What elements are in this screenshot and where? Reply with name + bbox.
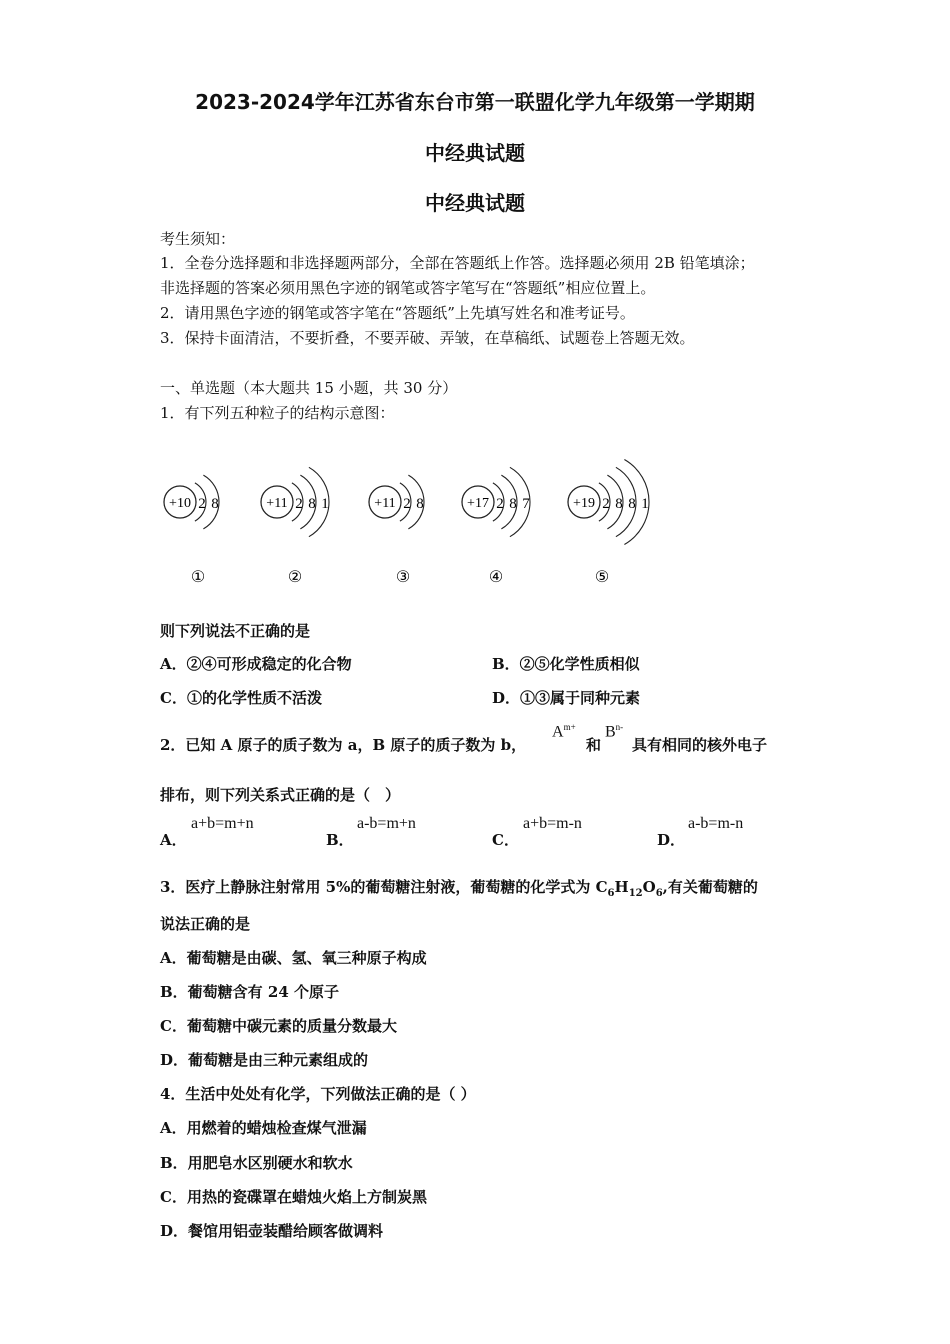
question-3-stem-cont: 说法正确的是 [160,915,251,933]
q3-option-a[interactable]: A．葡萄糖是由碳、氢、氧三种原子构成 [160,949,427,967]
notice-line: 1．全卷分选择题和非选择题两部分，全部在答题纸上作答。选择题必须用 2B 铅笔填涂； [160,254,755,272]
nucleus-charge: +11 [374,496,396,511]
atom-diagram-3 [369,475,424,586]
shell-electron-count: 8 [211,496,219,512]
shell-electron-count: 8 [308,496,316,512]
shell-electron-count: 7 [522,496,530,512]
atom-diagram-2 [261,467,329,586]
shell-electron-count: 2 [602,496,610,512]
notice-line: 2．请用黑色字迹的钢笔或答字笔在“答题纸”上先填写姓名和准考证号。 [160,304,635,322]
nucleus-charge: +19 [573,496,595,511]
shell-electron-count: 2 [198,496,206,512]
exam-title-line3: 中经典试题 [425,191,525,215]
q3-option-b[interactable]: B．葡萄糖含有 24 个原子 [160,983,339,1001]
notice-line: 非选择题的答案必须用黑色字迹的钢笔或答字笔写在“答题纸”相应位置上。 [160,279,656,297]
nucleus-charge: +17 [467,496,489,511]
question-2-stem-cont: 排布，则下列关系式正确的是（ ） [160,786,401,804]
option-letter: D． [657,831,686,849]
option-expression: a-b=m-n [688,815,744,832]
question-1-stem: 1．有下列五种粒子的结构示意图： [160,404,395,422]
q1-option-b[interactable]: B．②⑤化学性质相似 [492,655,640,673]
q3-option-d[interactable]: D．葡萄糖是由三种元素组成的 [160,1051,369,1069]
nucleus-charge: +10 [169,496,191,511]
question-3-stem: 3．医疗上静脉注射常用 5%的葡萄糖注射液，葡萄糖的化学式为 $C_6H_{12}O_6$,有关葡萄糖的 [160,878,758,899]
option-letter: B． [326,831,354,849]
option-expression: a+b=m-n [523,815,582,832]
option-expression: a-b=m+n [357,815,416,832]
shell-electron-count: 2 [295,496,303,512]
shell-electron-count: 2 [403,496,411,512]
option-letter: C． [492,831,519,849]
atom-diagram-4 [462,467,530,586]
section-heading: 一、单选题（本大题共 15 小题，共 30 分） [160,379,458,397]
exam-title-line2: 中经典试题 [425,141,525,165]
atom-label: ① [190,569,206,586]
q4-option-a[interactable]: A．用燃着的蜡烛检查煤气泄漏 [160,1119,367,1137]
question-2-stem-end: 具有相同的核外电子 [632,736,768,754]
question-4-stem: 4．生活中处处有化学，下列做法正确的是（ ） [160,1085,476,1103]
atom-label: ③ [395,569,411,586]
shell-electron-count: 1 [641,496,649,512]
q4-option-b[interactable]: B．用肥皂水区别硬水和软水 [160,1154,353,1172]
notice-line: 3．保持卡面清洁，不要折叠，不要弄破、弄皱，在草稿纸、试题卷上答题无效。 [160,329,695,347]
q1-option-c[interactable]: C．①的化学性质不活泼 [160,689,322,707]
ion-a: $A^{m+}$ [552,722,576,741]
atom-diagram-1 [164,475,219,586]
ion-b: $B^{n-}$ [605,722,624,741]
question-1-prompt: 则下列说法不正确的是 [160,622,311,640]
exam-title-line1: 2023-2024学年江苏省东台市第一联盟化学九年级第一学期期 [195,90,755,114]
atom-label: ② [287,569,303,586]
atom-label: ⑤ [594,569,610,586]
atom-structure-diagrams [150,430,690,590]
shell-electron-count: 8 [628,496,636,512]
shell-electron-count: 8 [416,496,424,512]
glucose-formula: $C_6H_{12}O_6$ [595,878,663,899]
q1-option-d[interactable]: D．①③属于同种元素 [492,689,641,707]
notice-heading: 考生须知： [160,230,236,248]
question-2-stem-start: 2．已知 A 原子的质子数为 a，B 原子的质子数为 b， [160,736,527,754]
q3-option-c[interactable]: C．葡萄糖中碳元素的质量分数最大 [160,1017,397,1035]
shell-electron-count: 8 [615,496,623,512]
and-text: 和 [586,736,602,754]
q4-option-c[interactable]: C．用热的瓷碟罩在蜡烛火焰上方制炭黑 [160,1188,427,1206]
q1-option-a[interactable]: A．②④可形成稳定的化合物 [160,655,352,673]
shell-electron-count: 1 [321,496,329,512]
shell-electron-count: 8 [509,496,517,512]
atom-label: ④ [488,569,504,586]
q4-option-d[interactable]: D．餐馆用铝壶装醋给顾客做调料 [160,1222,384,1240]
nucleus-charge: +11 [266,496,288,511]
atom-diagram-5 [568,460,649,587]
option-expression: a+b=m+n [191,815,254,832]
shell-electron-count: 2 [496,496,504,512]
option-letter: A． [160,831,187,849]
